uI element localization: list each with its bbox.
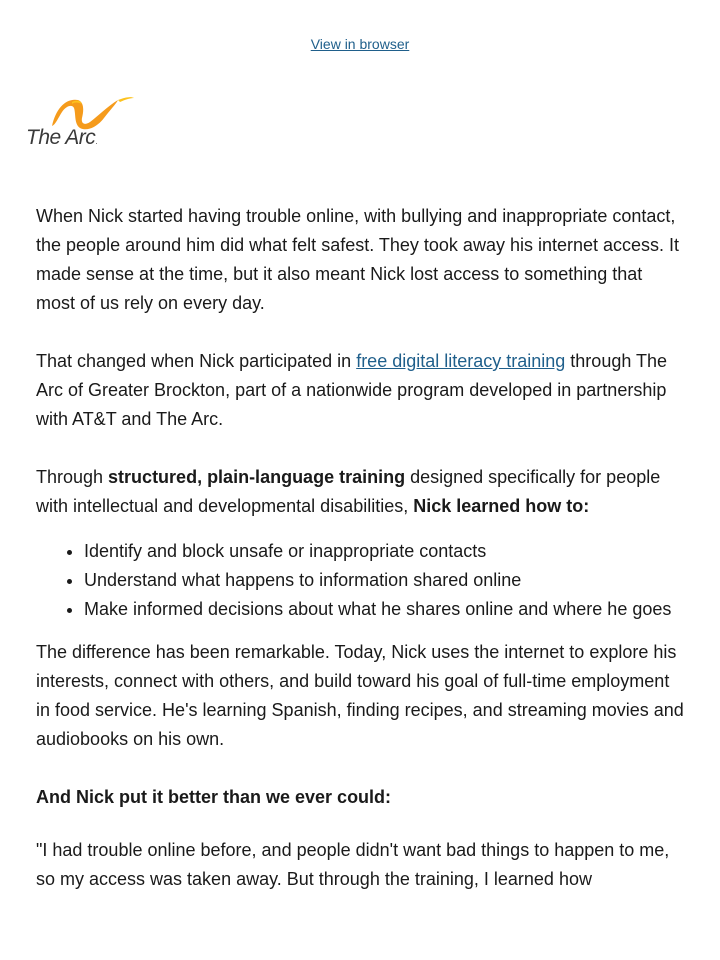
logo-dot: .	[95, 137, 97, 146]
the-arc-logo[interactable]	[26, 96, 146, 156]
digital-literacy-training-link[interactable]: free digital literacy training	[356, 351, 566, 371]
logo-text: The Arc	[26, 126, 96, 149]
paragraph-quote: "I had trouble online before, and people didn't want bad things to happen to me, so my access was taken away. But through the training, I learned how	[36, 840, 670, 889]
header-bar	[0, 36, 720, 54]
skills-list	[36, 537, 684, 624]
list-item: • Make informed decisions about what he shares online and where he goes	[84, 595, 684, 624]
paragraph-skills-pre: Through	[36, 467, 109, 487]
paragraph-training-pre: That changed when Nick participated in	[36, 351, 357, 371]
paragraph-quote-intro: And Nick put it better than we ever could:	[36, 787, 392, 807]
email-body	[36, 202, 684, 923]
paragraph-training	[36, 347, 684, 434]
paragraph-skills-bold1: structured, plain-language training	[108, 467, 406, 487]
list-item: • Understand what happens to information shared online	[84, 566, 684, 595]
paragraph-skills-mid: designed specifically for people with intellectual and developmental disabilities,	[36, 467, 661, 516]
list-item: • Identify and block unsafe or inappropriate contacts	[84, 537, 684, 566]
paragraph-intro: When Nick started having trouble online, with bullying and inappropriate contact, the people around him did what felt safest. They took away his internet access. It made sense at the time, but it also meant Nick lost access to something that most of us rely on every day.	[36, 206, 680, 313]
paragraph-training-post: through The Arc of Greater Brockton, part of a nationwide program developed in partnership with AT&T and The Arc.	[36, 351, 668, 429]
paragraph-skills-bold2: Nick learned how to:	[413, 496, 590, 516]
paragraph-skills	[36, 463, 684, 521]
view-in-browser-link[interactable]: View in browser	[310, 36, 410, 52]
logo-wordmark	[26, 126, 97, 150]
paragraph-difference: The difference has been remarkable. Today, Nick uses the internet to explore his interests, connect with others, and build toward his goal of full-time employment in food service. He's learning Spanish, finding recipes, and streaming movies and audiobooks on his own.	[36, 642, 684, 749]
